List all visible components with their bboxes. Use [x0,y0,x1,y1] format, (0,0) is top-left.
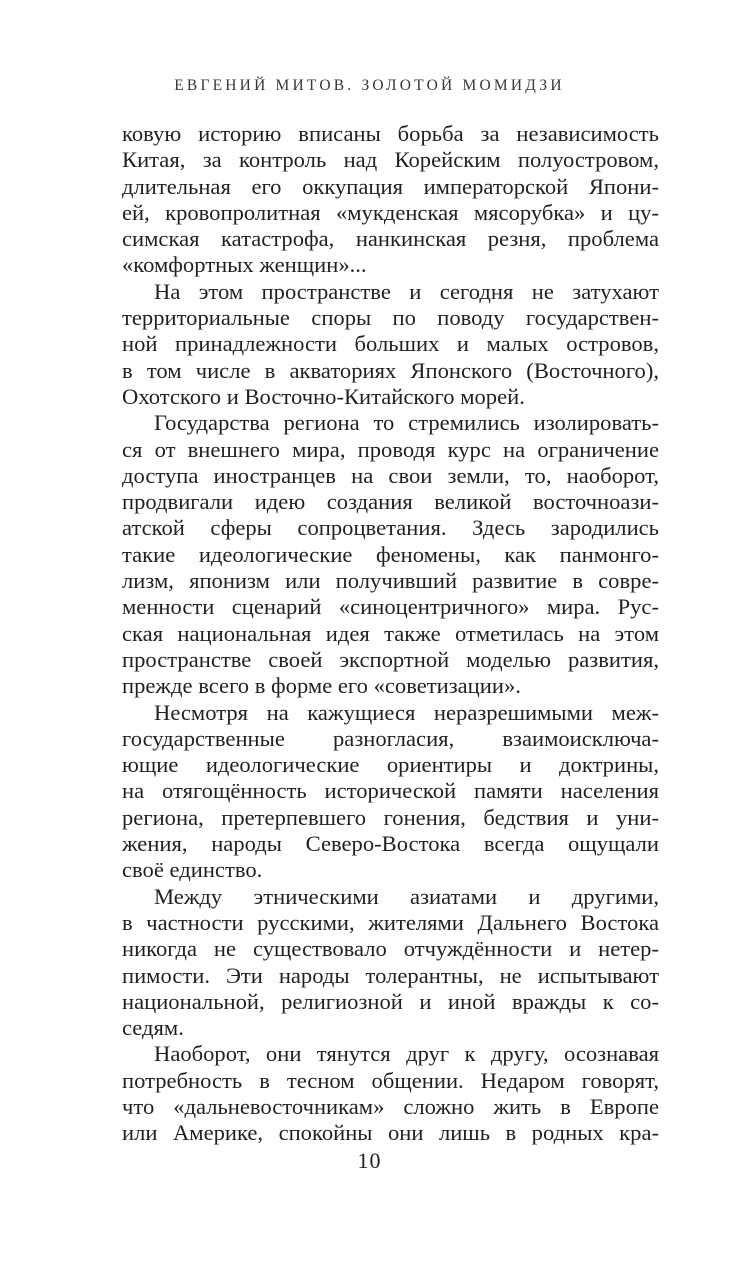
text-line: что «дальневосточникам» сложно жить в Европе [122,1093,659,1119]
text-line: государственные разногласия, взаимоисключа- [122,725,659,751]
text-line: ющие идеологические ориентиры и доктрины, [122,752,659,778]
text-line: менности сценарий «синоцентричного» мира. Рус- [122,594,659,620]
text-line: ся от внешнего мира, проводя курс на ограничение [122,436,659,462]
text-line: ной принадлежности больших и малых островов, [122,331,659,357]
paragraph-3 [122,410,659,699]
text-line: региона, претерпевшего гонения, бедствия и уни- [122,804,659,830]
text-line: территориальные споры по поводу государствен- [122,305,659,331]
paragraph-5 [122,884,659,1042]
text-line: своё единство. [122,857,263,883]
paragraph-1 [122,121,659,279]
text-line: лизм, японизм или получивший развитие в совре- [122,568,659,594]
text-line: в частности русскими, жителями Дальнего Востока [122,909,659,935]
text-line: «комфортных женщин»... [122,252,367,278]
text-line: национальной, религиозной и иной вражды к со- [122,988,659,1014]
text-line: ская национальная идея также отметилась на этом [122,620,659,646]
text-line: потребность в тесном общении. Недаром говорят, [122,1067,659,1093]
text-line: прежде всего в форме его «советизации». [122,673,521,699]
paragraph-6 [122,1041,659,1146]
text-line: такие идеологические феномены, как панмонго- [122,541,659,567]
text-line: жения, народы Северо-Востока всегда ощущали [122,831,659,857]
text-line: в том числе в акваториях Японского (Восточного), [122,357,659,383]
text-line: Китая, за контроль над Корейским полуостровом, [122,147,659,173]
text-line: Охотского и Восточно-Китайского морей. [122,383,525,409]
text-line: никогда не существовало отчуждённости и нетер- [122,936,659,962]
text-line: седям. [122,1015,184,1041]
paragraph-2 [122,279,659,410]
text-line: или Америке, спокойны они лишь в родных кра- [122,1120,659,1146]
text-line: на отягощённость исторической памяти населения [122,778,659,804]
text-line: пространстве своей экспортной моделью развития, [122,646,659,672]
text-line: Между этническими азиатами и другими, [154,883,659,909]
text-line: На этом пространстве и сегодня не затухают [154,278,659,304]
text-line: атской сферы сопроцветания. Здесь зародились [122,515,659,541]
text-line: доступа иностранцев на свои земли, то, наоборот, [122,462,659,488]
text-line: длительная его оккупация императорской Япони- [122,173,659,199]
running-head: ЕВГЕНИЙ МИТОВ. ЗОЛОТОЙ МОМИДЗИ [174,77,565,94]
text-line: продвигали идею создания великой восточноази- [122,489,659,515]
text-line: ей, кровопролитная «мукденская мясорубка» и цу- [122,199,659,225]
text-line: ковую историю вписаны борьба за независимость [122,121,659,146]
body-text [122,121,659,1147]
paragraph-4 [122,700,659,884]
page-number: 10 [357,1148,382,1173]
text-line: Государства региона то стремились изолировать- [154,410,659,436]
text-line: Несмотря на кажущиеся неразрешимыми меж- [154,699,659,725]
text-line: пимости. Эти народы толерантны, не испытывают [122,962,659,988]
text-line: симская катастрофа, нанкинская резня, проблема [122,226,659,252]
text-line: Наоборот, они тянутся друг к другу, осознавая [154,1041,659,1067]
